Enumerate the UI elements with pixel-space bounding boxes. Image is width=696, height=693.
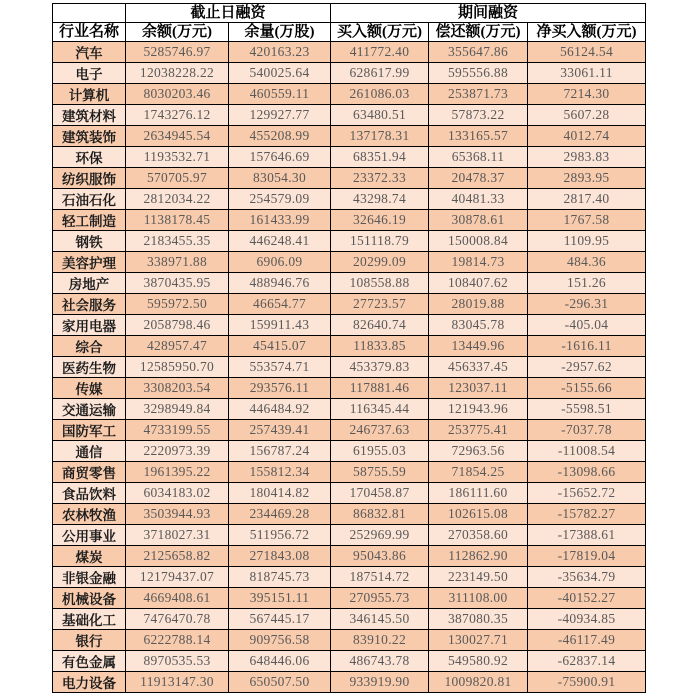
value-cell: 1961395.22	[126, 462, 229, 483]
value-cell: -405.04	[528, 315, 646, 336]
value-cell: 57873.22	[429, 105, 528, 126]
value-cell: 13449.96	[429, 336, 528, 357]
value-cell: -2957.62	[528, 357, 646, 378]
value-cell: 170458.87	[331, 483, 429, 504]
value-cell: 1138178.45	[126, 210, 229, 231]
value-cell: 83045.78	[429, 315, 528, 336]
value-cell: 338971.88	[126, 252, 229, 273]
value-cell: 30878.61	[429, 210, 528, 231]
value-cell: -40934.85	[528, 609, 646, 630]
value-cell: -35634.79	[528, 567, 646, 588]
column-header-row	[53, 23, 646, 42]
value-cell: 28019.88	[429, 294, 528, 315]
value-cell: 346145.50	[331, 609, 429, 630]
col-header-repay-amount: 偿还额(万元)	[429, 23, 528, 42]
value-cell: 567445.17	[229, 609, 331, 630]
value-cell: 270358.60	[429, 525, 528, 546]
value-cell: 570705.97	[126, 168, 229, 189]
table-row	[53, 378, 646, 399]
value-cell: 58755.59	[331, 462, 429, 483]
value-cell: 549580.92	[429, 651, 528, 672]
value-cell: 11913147.30	[126, 672, 229, 693]
value-cell: 11833.85	[331, 336, 429, 357]
industry-name-cell: 基础化工	[53, 609, 126, 630]
value-cell: 595556.88	[429, 63, 528, 84]
value-cell: 1193532.71	[126, 147, 229, 168]
value-cell: 387080.35	[429, 609, 528, 630]
col-header-balance: 余额(万元)	[126, 23, 229, 42]
value-cell: 223149.50	[429, 567, 528, 588]
value-cell: 5285746.97	[126, 42, 229, 63]
industry-name-cell: 综合	[53, 336, 126, 357]
value-cell: -1616.11	[528, 336, 646, 357]
col-header-volume: 余量(万股)	[229, 23, 331, 42]
value-cell: 254579.09	[229, 189, 331, 210]
value-cell: 253775.41	[429, 420, 528, 441]
value-cell: 121943.96	[429, 399, 528, 420]
col-header-net-buy-amount: 净买入额(万元)	[528, 23, 646, 42]
industry-name-cell: 计算机	[53, 84, 126, 105]
value-cell: 395151.11	[229, 588, 331, 609]
value-cell: 108407.62	[429, 273, 528, 294]
industry-name-cell: 银行	[53, 630, 126, 651]
value-cell: 2817.40	[528, 189, 646, 210]
value-cell: 511956.72	[229, 525, 331, 546]
value-cell: 65368.11	[429, 147, 528, 168]
value-cell: 293576.11	[229, 378, 331, 399]
table-row	[53, 651, 646, 672]
value-cell: 45415.07	[229, 336, 331, 357]
value-cell: 159911.43	[229, 315, 331, 336]
table-row	[53, 105, 646, 126]
table-row	[53, 231, 646, 252]
value-cell: 116345.44	[331, 399, 429, 420]
value-cell: 355647.86	[429, 42, 528, 63]
table-row	[53, 42, 646, 63]
table-row	[53, 462, 646, 483]
industry-name-cell: 传媒	[53, 378, 126, 399]
value-cell: 83054.30	[229, 168, 331, 189]
table-row	[53, 315, 646, 336]
value-cell: 6034183.02	[126, 483, 229, 504]
value-cell: 95043.86	[331, 546, 429, 567]
value-cell: -5155.66	[528, 378, 646, 399]
value-cell: 311108.00	[429, 588, 528, 609]
value-cell: 151.26	[528, 273, 646, 294]
table-row	[53, 420, 646, 441]
industry-name-cell: 建筑材料	[53, 105, 126, 126]
value-cell: -62837.14	[528, 651, 646, 672]
value-cell: 420163.23	[229, 42, 331, 63]
value-cell: 650507.50	[229, 672, 331, 693]
value-cell: 155812.34	[229, 462, 331, 483]
value-cell: 157646.69	[229, 147, 331, 168]
value-cell: 71854.25	[429, 462, 528, 483]
col-header-buy-amount: 买入额(万元)	[331, 23, 429, 42]
value-cell: 455208.99	[229, 126, 331, 147]
value-cell: 446248.41	[229, 231, 331, 252]
value-cell: 20478.37	[429, 168, 528, 189]
value-cell: 2058798.46	[126, 315, 229, 336]
value-cell: 2634945.54	[126, 126, 229, 147]
value-cell: 270955.73	[331, 588, 429, 609]
col-header-industry-name: 行业名称	[53, 23, 126, 42]
industry-name-cell: 纺织服饰	[53, 168, 126, 189]
table-row	[53, 63, 646, 84]
value-cell: 595972.50	[126, 294, 229, 315]
value-cell: 108558.88	[331, 273, 429, 294]
value-cell: 23372.33	[331, 168, 429, 189]
value-cell: 6222788.14	[126, 630, 229, 651]
value-cell: 3870435.95	[126, 273, 229, 294]
value-cell: 2125658.82	[126, 546, 229, 567]
value-cell: 1743276.12	[126, 105, 229, 126]
table-row	[53, 399, 646, 420]
value-cell: 33061.11	[528, 63, 646, 84]
industry-name-cell: 机械设备	[53, 588, 126, 609]
table-row	[53, 147, 646, 168]
industry-name-cell: 农林牧渔	[53, 504, 126, 525]
value-cell: 261086.03	[331, 84, 429, 105]
value-cell: 12585950.70	[126, 357, 229, 378]
value-cell: 133165.57	[429, 126, 528, 147]
value-cell: 186111.60	[429, 483, 528, 504]
value-cell: 130027.71	[429, 630, 528, 651]
value-cell: 20299.09	[331, 252, 429, 273]
industry-name-cell: 轻工制造	[53, 210, 126, 231]
value-cell: 6906.09	[229, 252, 331, 273]
table-row	[53, 210, 646, 231]
table-row	[53, 609, 646, 630]
value-cell: 83910.22	[331, 630, 429, 651]
value-cell: 8970535.53	[126, 651, 229, 672]
value-cell: 4012.74	[528, 126, 646, 147]
corner-cell	[53, 4, 126, 23]
industry-name-cell: 家用电器	[53, 315, 126, 336]
industry-name-cell: 通信	[53, 441, 126, 462]
table-row	[53, 336, 646, 357]
value-cell: 909756.58	[229, 630, 331, 651]
industry-name-cell: 有色金属	[53, 651, 126, 672]
value-cell: 187514.72	[331, 567, 429, 588]
industry-name-cell: 医药生物	[53, 357, 126, 378]
value-cell: 460559.11	[229, 84, 331, 105]
value-cell: 123037.11	[429, 378, 528, 399]
table-row	[53, 483, 646, 504]
value-cell: 12038228.22	[126, 63, 229, 84]
margin-financing-table	[52, 3, 646, 693]
industry-name-cell: 电子	[53, 63, 126, 84]
industry-name-cell: 煤炭	[53, 546, 126, 567]
group-header-row	[53, 4, 646, 23]
value-cell: 257439.41	[229, 420, 331, 441]
value-cell: 19814.73	[429, 252, 528, 273]
value-cell: 72963.56	[429, 441, 528, 462]
value-cell: 446484.92	[229, 399, 331, 420]
value-cell: 648446.06	[229, 651, 331, 672]
industry-name-cell: 食品饮料	[53, 483, 126, 504]
value-cell: -40152.27	[528, 588, 646, 609]
value-cell: 137178.31	[331, 126, 429, 147]
value-cell: 3298949.84	[126, 399, 229, 420]
value-cell: -15782.27	[528, 504, 646, 525]
value-cell: 102615.08	[429, 504, 528, 525]
value-cell: 117881.46	[331, 378, 429, 399]
value-cell: 112862.90	[429, 546, 528, 567]
value-cell: 484.36	[528, 252, 646, 273]
value-cell: 151118.79	[331, 231, 429, 252]
industry-name-cell: 公用事业	[53, 525, 126, 546]
value-cell: 27723.57	[331, 294, 429, 315]
value-cell: 246737.63	[331, 420, 429, 441]
industry-name-cell: 国防军工	[53, 420, 126, 441]
table-row	[53, 441, 646, 462]
value-cell: 1109.95	[528, 231, 646, 252]
value-cell: 7214.30	[528, 84, 646, 105]
value-cell: 3503944.93	[126, 504, 229, 525]
table-row	[53, 189, 646, 210]
table-row	[53, 357, 646, 378]
value-cell: -296.31	[528, 294, 646, 315]
industry-name-cell: 汽车	[53, 42, 126, 63]
value-cell: 234469.28	[229, 504, 331, 525]
value-cell: 253871.73	[429, 84, 528, 105]
group-header-cutoff-financing: 截止日融资	[126, 4, 331, 23]
value-cell: 180414.82	[229, 483, 331, 504]
value-cell: -46117.49	[528, 630, 646, 651]
industry-name-cell: 房地产	[53, 273, 126, 294]
value-cell: 150008.84	[429, 231, 528, 252]
value-cell: 933919.90	[331, 672, 429, 693]
value-cell: -5598.51	[528, 399, 646, 420]
industry-name-cell: 建筑装饰	[53, 126, 126, 147]
value-cell: -11008.54	[528, 441, 646, 462]
industry-name-cell: 社会服务	[53, 294, 126, 315]
value-cell: 2893.95	[528, 168, 646, 189]
table-row	[53, 168, 646, 189]
table-row	[53, 294, 646, 315]
value-cell: 3718027.31	[126, 525, 229, 546]
value-cell: 628617.99	[331, 63, 429, 84]
value-cell: 1767.58	[528, 210, 646, 231]
value-cell: 82640.74	[331, 315, 429, 336]
value-cell: -75900.91	[528, 672, 646, 693]
value-cell: 540025.64	[229, 63, 331, 84]
value-cell: 5607.28	[528, 105, 646, 126]
table-row	[53, 567, 646, 588]
value-cell: -17819.04	[528, 546, 646, 567]
value-cell: 2220973.39	[126, 441, 229, 462]
value-cell: -17388.61	[528, 525, 646, 546]
group-header-period-financing: 期间融资	[331, 4, 646, 23]
table-row	[53, 672, 646, 693]
table-row	[53, 252, 646, 273]
table-row	[53, 84, 646, 105]
margin-financing-table-region	[52, 3, 646, 693]
industry-name-cell: 钢铁	[53, 231, 126, 252]
value-cell: 8030203.46	[126, 84, 229, 105]
value-cell: 61955.03	[331, 441, 429, 462]
value-cell: 456337.45	[429, 357, 528, 378]
value-cell: -15652.72	[528, 483, 646, 504]
industry-name-cell: 美容护理	[53, 252, 126, 273]
value-cell: 4669408.61	[126, 588, 229, 609]
value-cell: 252969.99	[331, 525, 429, 546]
industry-name-cell: 非银金融	[53, 567, 126, 588]
value-cell: 32646.19	[331, 210, 429, 231]
value-cell: 156787.24	[229, 441, 331, 462]
value-cell: 68351.94	[331, 147, 429, 168]
value-cell: 2183455.35	[126, 231, 229, 252]
value-cell: 40481.33	[429, 189, 528, 210]
value-cell: 46654.77	[229, 294, 331, 315]
value-cell: 86832.81	[331, 504, 429, 525]
value-cell: 428957.47	[126, 336, 229, 357]
value-cell: 2983.83	[528, 147, 646, 168]
value-cell: 56124.54	[528, 42, 646, 63]
value-cell: 818745.73	[229, 567, 331, 588]
value-cell: 3308203.54	[126, 378, 229, 399]
value-cell: 553574.71	[229, 357, 331, 378]
value-cell: 411772.40	[331, 42, 429, 63]
value-cell: 486743.78	[331, 651, 429, 672]
table-row	[53, 525, 646, 546]
industry-name-cell: 交通运输	[53, 399, 126, 420]
value-cell: 271843.08	[229, 546, 331, 567]
table-row	[53, 588, 646, 609]
value-cell: -13098.66	[528, 462, 646, 483]
value-cell: 7476470.78	[126, 609, 229, 630]
value-cell: -7037.78	[528, 420, 646, 441]
industry-name-cell: 石油石化	[53, 189, 126, 210]
table-row	[53, 273, 646, 294]
value-cell: 43298.74	[331, 189, 429, 210]
value-cell: 161433.99	[229, 210, 331, 231]
table-row	[53, 546, 646, 567]
value-cell: 2812034.22	[126, 189, 229, 210]
value-cell: 453379.83	[331, 357, 429, 378]
value-cell: 63480.51	[331, 105, 429, 126]
value-cell: 4733199.55	[126, 420, 229, 441]
table-row	[53, 126, 646, 147]
value-cell: 12179437.07	[126, 567, 229, 588]
table-row	[53, 504, 646, 525]
value-cell: 488946.76	[229, 273, 331, 294]
value-cell: 129927.77	[229, 105, 331, 126]
industry-name-cell: 电力设备	[53, 672, 126, 693]
industry-name-cell: 环保	[53, 147, 126, 168]
industry-name-cell: 商贸零售	[53, 462, 126, 483]
value-cell: 1009820.81	[429, 672, 528, 693]
table-row	[53, 630, 646, 651]
